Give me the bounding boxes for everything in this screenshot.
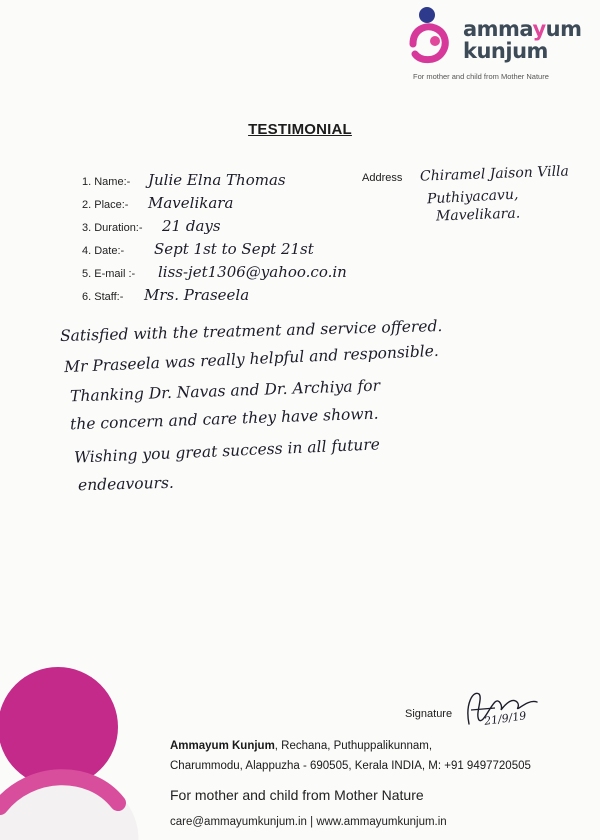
signature-date: 21/9/19 [483, 709, 528, 728]
brand-logo [405, 4, 595, 84]
footer-logo-mark [0, 665, 160, 840]
field-duration: 3. Duration:- 21 days [82, 217, 221, 235]
testimonial-line: the concern and care they have shown. [69, 404, 379, 434]
field-email: 5. E-mail :- liss-jet1306@yahoo.co.in [82, 263, 347, 281]
field-place-value: Mavelikara [148, 194, 234, 212]
field-name-value: Julie Elna Thomas [148, 171, 286, 189]
signature-scribble [455, 684, 545, 734]
testimonial-line: Thanking Dr. Navas and Dr. Archiya for [69, 376, 381, 406]
footer-address-line-2: Charummodu, Alappuzha - 690505, Kerala INDIA, M: +91 9497720505 [170, 760, 531, 772]
address-label: Address [362, 172, 403, 184]
footer-contact[interactable]: care@ammayumkunjum.in | www.ammayumkunjum.in [170, 816, 447, 828]
testimonial-line: Satisfied with the treatment and service offered. [59, 316, 443, 346]
address-line-1: Chiramel Jaison Villa [419, 163, 570, 185]
field-place: 2. Place:- Mavelikara [82, 194, 234, 212]
brand-name-line2: kunjum [463, 39, 548, 63]
address-line-3: Mavelikara. [435, 205, 521, 225]
footer-tagline: For mother and child from Mother Nature [170, 787, 424, 803]
field-duration-value: 21 days [162, 217, 221, 235]
testimonial-line: endeavours. [77, 473, 175, 495]
footer-address-line-1: Ammayum Kunjum, Rechana, Puthuppalikunnam, [170, 740, 433, 752]
footer-company-name: Ammayum Kunjum [170, 740, 275, 752]
logo-tagline: For mother and child from Mother Nature [413, 72, 549, 81]
brand-name: ammayum [463, 17, 582, 41]
field-date: 4. Date:- Sept 1st to Sept 21st [82, 240, 314, 258]
field-date-value: Sept 1st to Sept 21st [154, 240, 314, 258]
testimonial-line: Wishing you great success in all future [73, 435, 381, 467]
address-line-2: Puthiyacavu, [426, 186, 519, 208]
field-name: 1. Name:- Julie Elna Thomas [82, 171, 286, 189]
page-title: TESTIMONIAL [248, 121, 352, 138]
testimonial-line: Mr Praseela was really helpful and responsible. [63, 341, 440, 377]
field-staff-value: Mrs. Praseela [144, 286, 250, 304]
field-staff: 6. Staff:- Mrs. Praseela [82, 286, 250, 304]
signature-label: Signature [405, 708, 453, 720]
mother-child-logo-icon [405, 4, 465, 68]
field-email-value: liss-jet1306@yahoo.co.in [158, 263, 347, 281]
